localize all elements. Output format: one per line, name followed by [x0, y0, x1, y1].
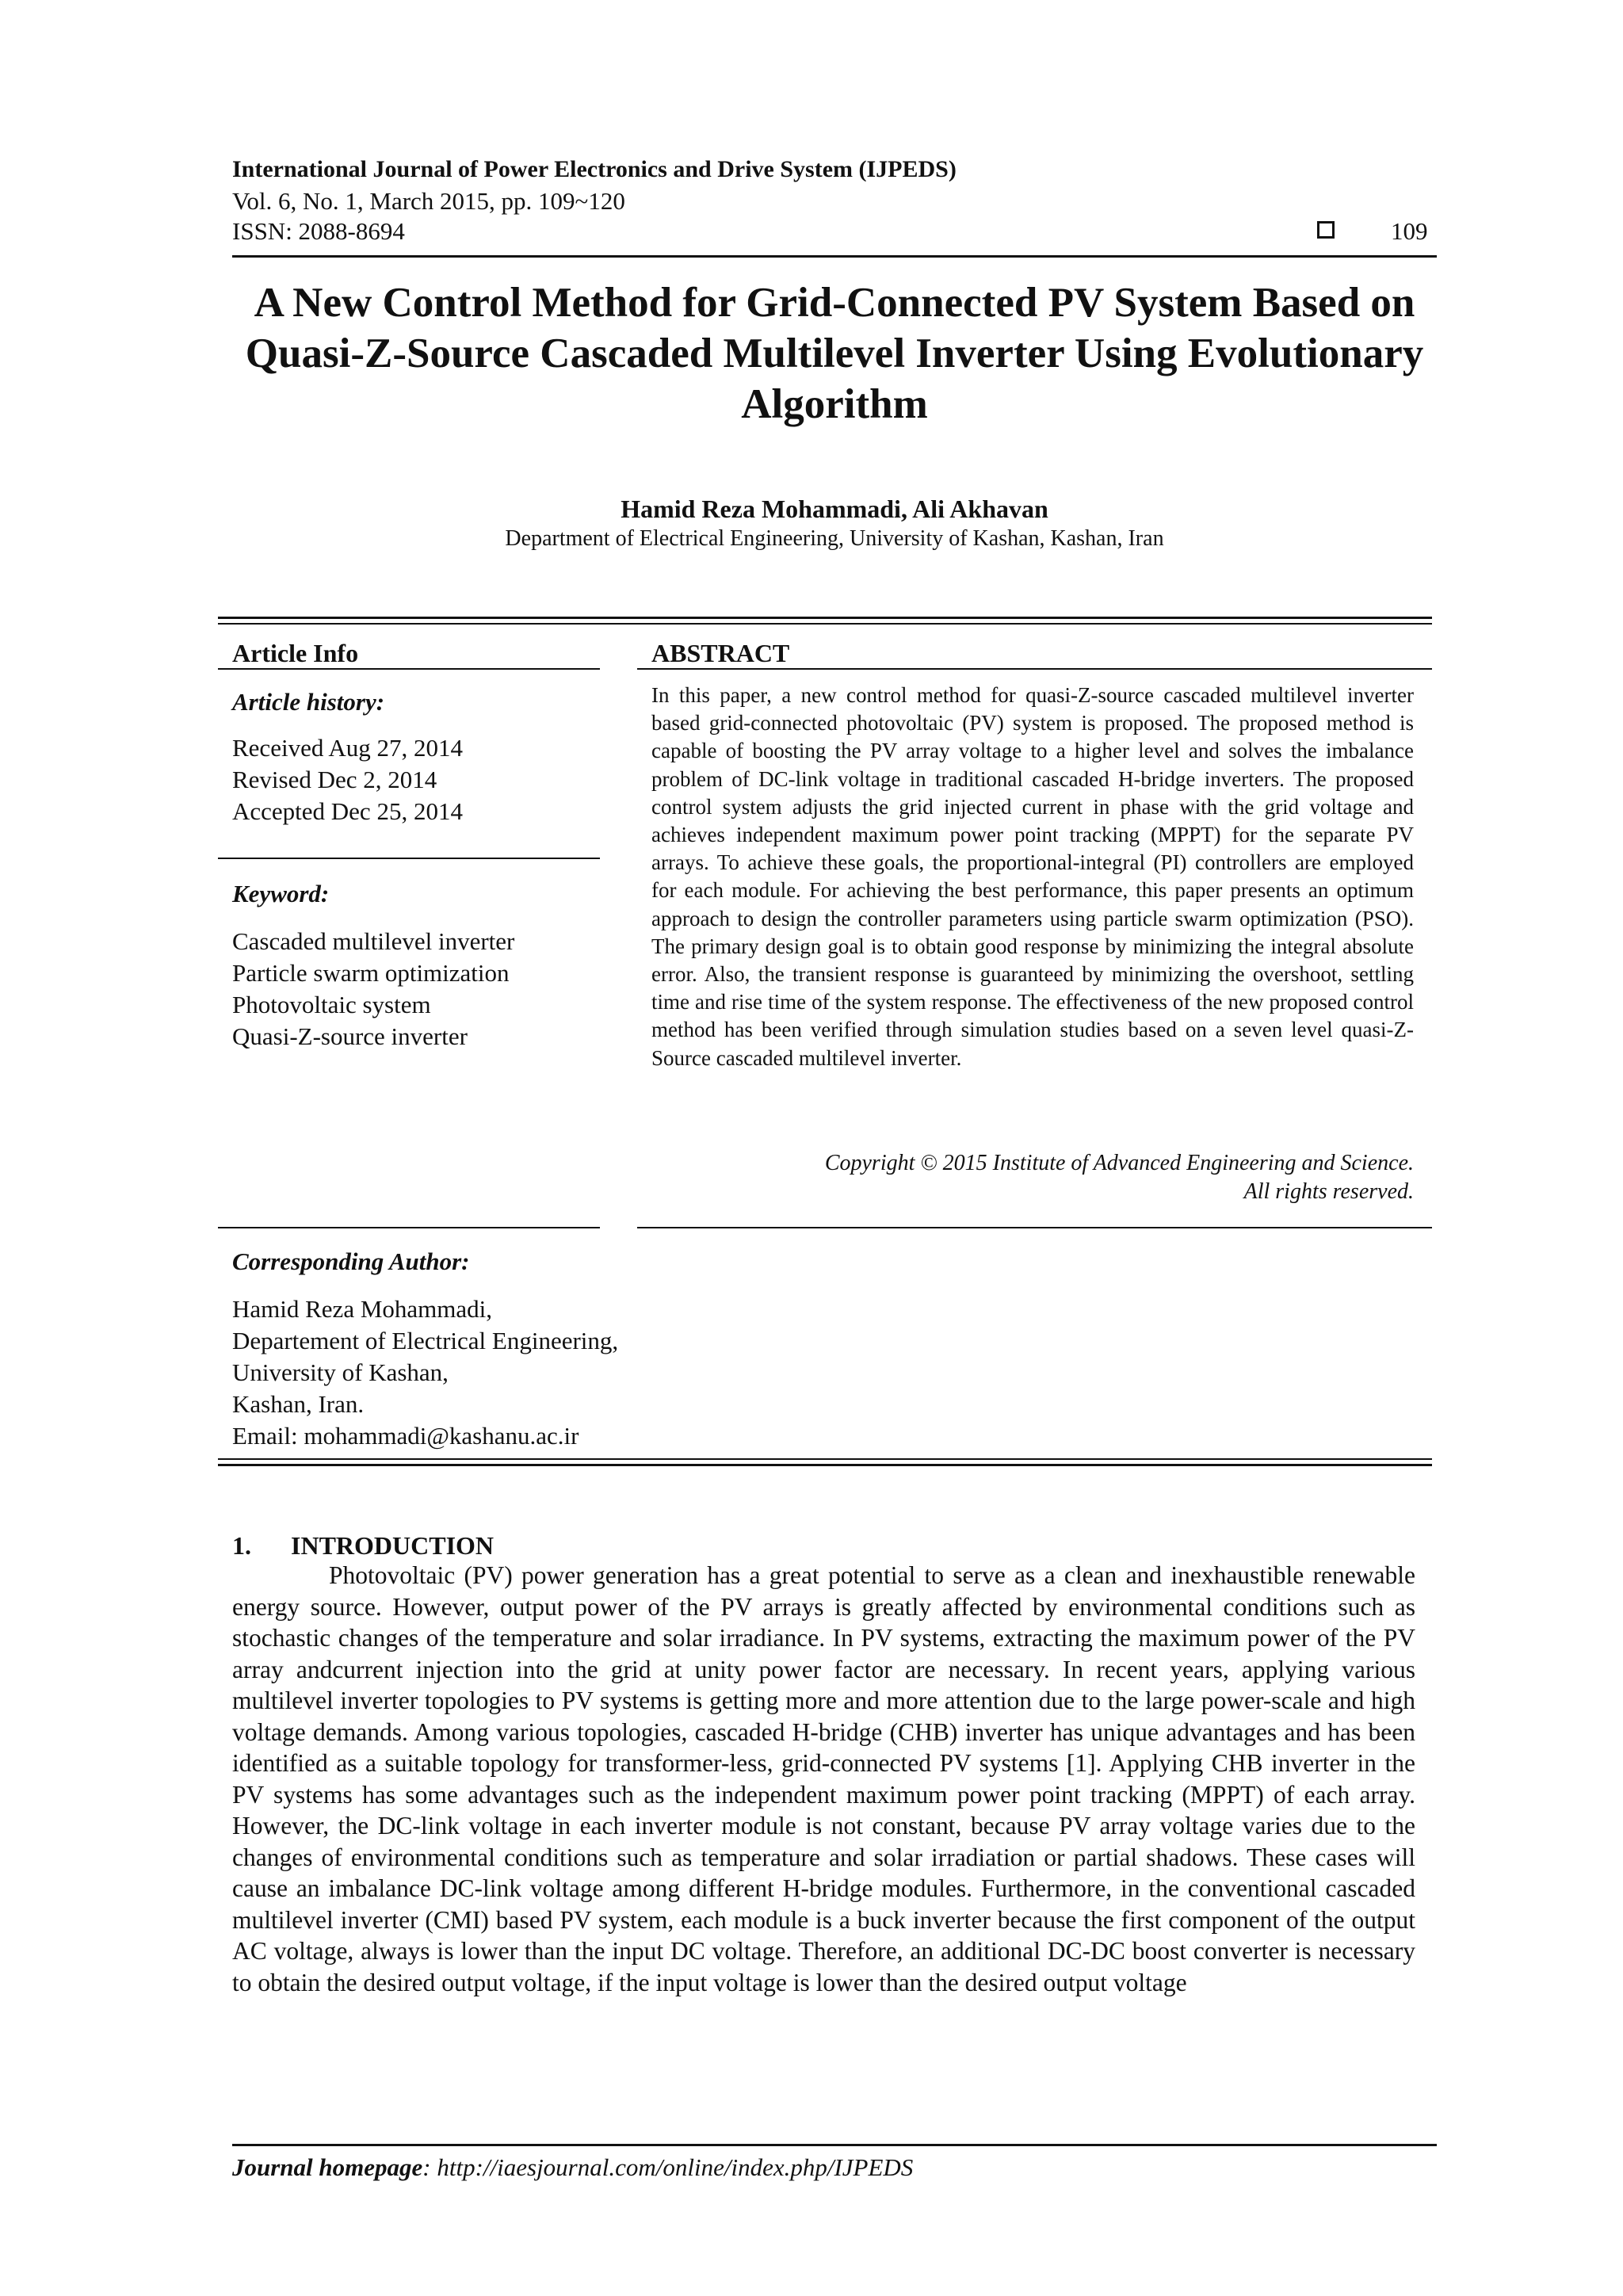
- copyright-notice: [651, 1149, 1414, 1206]
- keyword-item: Quasi-Z-source inverter: [232, 1022, 468, 1050]
- history-accepted: Accepted Dec 25, 2014: [232, 797, 463, 825]
- location-line: Kashan, Iran.: [232, 1390, 365, 1418]
- department-line: Departement of Electrical Engineering,: [232, 1327, 619, 1354]
- info-box-bottom-rule: [218, 1464, 1432, 1466]
- keyword-item: Particle swarm optimization: [232, 959, 510, 987]
- keyword-item: Cascaded multilevel inverter: [232, 927, 515, 955]
- article-history-heading: Article history:: [232, 688, 385, 716]
- abstract-text: In this paper, a new control method for quasi-Z-source cascaded multilevel inverter based grid-connected photovoltaic (PV) system is proposed. The proposed method is capable of boosting the PV array voltage to a higher level and solves the imbalance problem of DC-link voltage in traditional cascaded H-bridge inverters. The proposed control system adjusts the grid injected current in phase with the grid voltage and achieves independent maximum power point tracking (MPPT) for the separate PV arrays. To achieve these goals, the proportional-integral (PI) controllers are employed for each module. For achieving the best performance, this paper presents an optimum approach to design the controller parameters using particle swarm optimization (PSO). The primary design goal is to obtain good response by minimizing the integral absolute error. Also, the transient response is guaranteed by minimizing the overshoot, settling time and rise time of the system response. The effectiveness of the new proposed control method has been verified through simulation studies based on a seven level quasi-Z-Source cascaded multilevel inverter.: [651, 683, 1414, 1070]
- info-box-bottom-rule-inner: [218, 1458, 1432, 1460]
- history-divider: [218, 858, 600, 859]
- affiliation: Department of Electrical Engineering, University of Kashan, Kashan, Iran: [505, 526, 1164, 551]
- rights-line: All rights reserved.: [1243, 1179, 1414, 1204]
- article-history-list: [232, 732, 463, 827]
- keyword-item: Photovoltaic system: [232, 991, 431, 1018]
- corresponding-author-heading: Corresponding Author:: [232, 1247, 470, 1275]
- abstract-rule: [637, 668, 1432, 670]
- footer-divider: [232, 2144, 1437, 2146]
- page-number: 109: [1391, 217, 1428, 245]
- history-received: Received Aug 27, 2014: [232, 734, 464, 762]
- article-info-rule: [218, 668, 600, 670]
- abstract-column-bottom-rule: [637, 1227, 1432, 1228]
- homepage-link[interactable]: : http://iaesjournal.com/online/index.php/IJPEDS: [422, 2153, 914, 2181]
- journal-homepage: [232, 2153, 913, 2183]
- corresponding-author-details: [232, 1293, 618, 1452]
- keyword-heading: Keyword:: [232, 880, 330, 907]
- introduction-text: Photovoltaic (PV) power generation has a great potential to serve as a clean and inexhaustible renewable energy source. However, output power of the PV arrays is greatly affected by environmental conditions such as stochastic changes of the temperature and solar irradiance. In PV systems, extracting the maximum power of the PV array andcurrent injection into the grid at unity power factor are necessary. In recent years, applying various multilevel inverter topologies to PV systems is getting more and more attention due to the large power-scale and high voltage demands. Among various topologies, cascaded H-bridge (CHB) inverter has unique advantages and has been identified as a suitable topology for transformer-less, grid-connected PV systems [1]. Applying CHB inverter in the PV systems has some advantages such as the independent maximum power point tracking (MPPT) of each array. However, the DC-link voltage in each inverter module is not constant, because PV array voltage varies due to the changes of environmental conditions such as temperature and solar irradiation or partial shadows. These cases will cause an imbalance DC-link voltage among different H-bridge modules. Furthermore, in the conventional cascaded multilevel inverter (CMI) based PV system, each module is a buck inverter because the first component of the output AC voltage, always is lower than the input DC voltage. Therefore, an additional DC-DC boost converter is necessary to obtain the desired output voltage, if the input voltage is lower than the desired output voltage: [232, 1561, 1415, 1996]
- author-name-line: Hamid Reza Mohammadi,: [232, 1295, 492, 1323]
- info-box-top-rule: [218, 617, 1432, 619]
- info-box-top-rule-inner: [218, 623, 1432, 625]
- copyright-line: Copyright © 2015 Institute of Advanced Engineering and Science.: [824, 1151, 1414, 1175]
- author-names: Hamid Reza Mohammadi, Ali Akhavan: [621, 495, 1048, 523]
- section-title: INTRODUCTION: [291, 1531, 495, 1560]
- header-divider: [232, 255, 1437, 258]
- issn: ISSN: 2088-8694: [232, 217, 405, 245]
- abstract-heading: ABSTRACT: [651, 639, 790, 667]
- paper-title: A New Control Method for Grid-Connected PV System Based on Quasi-Z-Source Cascaded Multilevel Inverter Using Evolutionary Algorithm: [245, 280, 1424, 427]
- email-line: Email: mohammadi@kashanu.ac.ir: [232, 1422, 579, 1450]
- section-number: 1.: [232, 1531, 251, 1560]
- article-info-heading: Article Info: [232, 639, 359, 667]
- university-line: University of Kashan,: [232, 1358, 449, 1386]
- info-column-bottom-rule: [218, 1227, 600, 1228]
- square-bullet-icon: [1317, 221, 1335, 239]
- keyword-list: [232, 926, 514, 1052]
- journal-name: International Journal of Power Electronics and Drive System (IJPEDS): [232, 156, 957, 182]
- homepage-label: Journal homepage: [232, 2153, 423, 2181]
- history-revised: Revised Dec 2, 2014: [232, 766, 437, 793]
- volume-info: Vol. 6, No. 1, March 2015, pp. 109~120: [232, 187, 625, 215]
